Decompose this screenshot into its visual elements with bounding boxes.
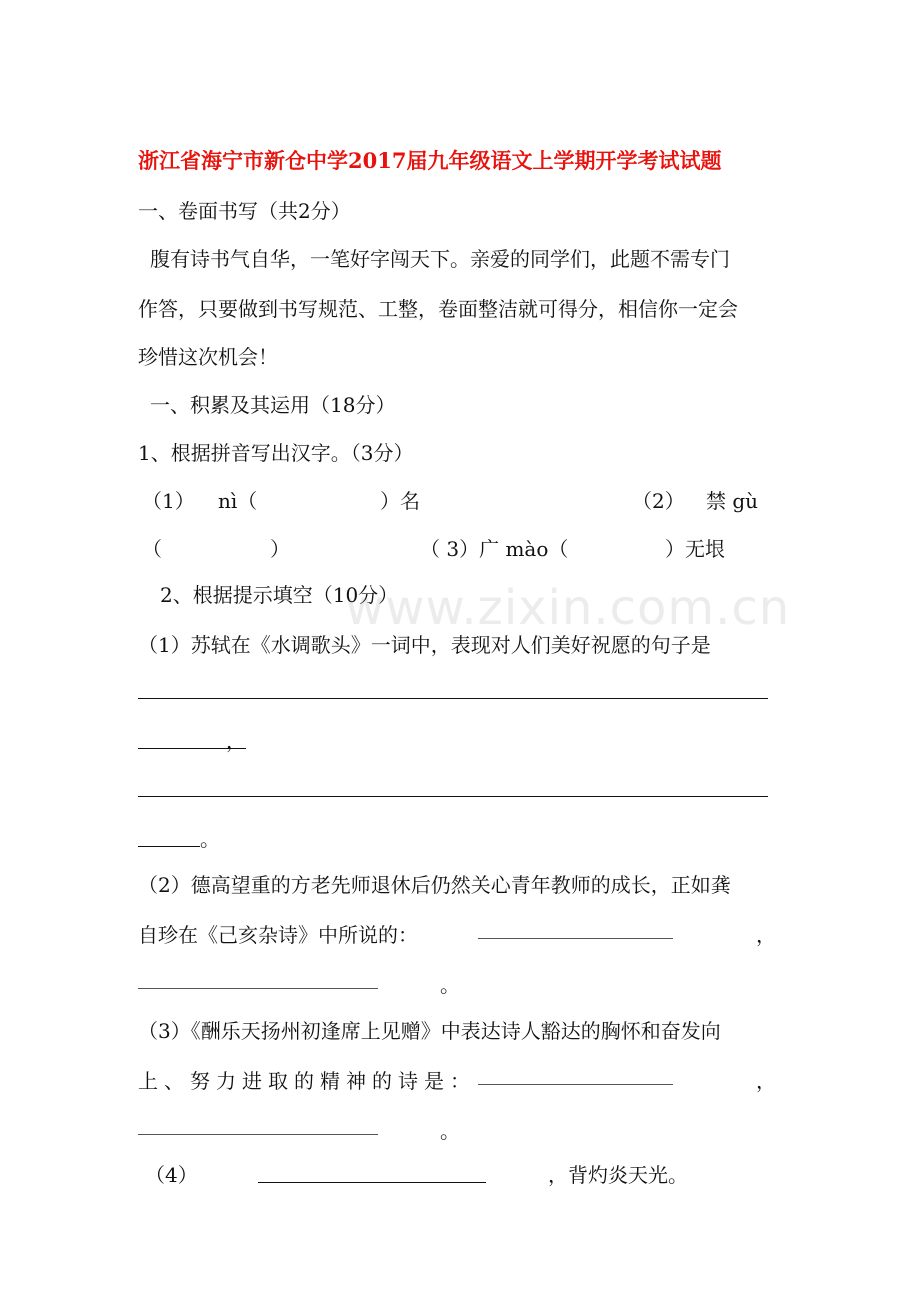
q2-part4-tail: ，背灼炎天光。	[548, 1163, 688, 1187]
q1-item1-label: （1）	[142, 489, 195, 513]
q1-item3-close: ）无垠	[665, 537, 725, 561]
page-title: 浙江省海宁市新仓中学2017届九年级语文上学期开学考试试题	[138, 148, 722, 173]
answer-line[interactable]	[478, 938, 673, 939]
q2-part4-label: （4）	[145, 1163, 198, 1187]
q2-part1-period: 。	[200, 827, 220, 851]
q2-part2-line2: 自珍在《己亥杂诗》中所说的：	[138, 923, 418, 947]
section-accumulation-heading: 一、积累及其运用（18分）	[150, 393, 396, 417]
q2-part2-period: 。	[440, 973, 460, 997]
answer-line[interactable]	[258, 1182, 486, 1183]
answer-line[interactable]	[138, 988, 378, 989]
q1-item2-open: （	[142, 537, 162, 561]
q2-part3-period: 。	[440, 1119, 460, 1143]
writing-paragraph-line-2: 作答，只要做到书写规范、工整，卷面整洁就可得分，相信你一定会	[138, 297, 738, 321]
section-writing-heading: 一、卷面书写（共2分）	[138, 199, 351, 223]
q2-prompt: 2、根据提示填空（10分）	[160, 583, 399, 607]
q1-item1-pinyin: nì（	[218, 489, 258, 513]
q2-part3-line2: 上、努力进取的精神的诗是：	[138, 1069, 476, 1093]
q1-item2-label: （2）	[632, 489, 685, 513]
q2-part2-comma: ，	[756, 923, 776, 947]
q2-part3-line1: （3）《酬乐天扬州初逢席上见赠》中表达诗人豁达的胸怀和奋发向	[138, 1019, 721, 1043]
writing-paragraph-line-3: 珍惜这次机会！	[138, 345, 278, 369]
q1-item1-close: ）名	[380, 489, 420, 513]
answer-line[interactable]	[478, 1084, 673, 1085]
q1-prompt: 1、根据拼音写出汉字。（3分）	[138, 441, 414, 465]
q1-item2-pinyin: 禁 gù	[706, 489, 759, 513]
q1-item2-close: ）	[270, 537, 290, 561]
watermark: www.zixin.com.cn	[345, 580, 791, 636]
answer-line[interactable]	[138, 1134, 378, 1135]
answer-line[interactable]	[138, 796, 768, 797]
q2-part2-line1: （2）德高望重的方老先师退休后仍然关心青年教师的成长，正如龚	[138, 873, 731, 897]
answer-line[interactable]	[138, 846, 200, 847]
answer-line[interactable]	[138, 698, 768, 699]
q2-part1-text: （1）苏轼在《水调歌头》一词中，表现对人们美好祝愿的句子是	[138, 633, 711, 657]
q2-part1-comma: ，	[226, 729, 246, 753]
q2-part3-comma: ，	[756, 1069, 776, 1093]
writing-paragraph-line-1: 腹有诗书气自华，一笔好字闯天下。亲爱的同学们，此题不需专门	[150, 247, 730, 271]
q1-item3-open: （ 3）广 mào（	[420, 537, 569, 561]
